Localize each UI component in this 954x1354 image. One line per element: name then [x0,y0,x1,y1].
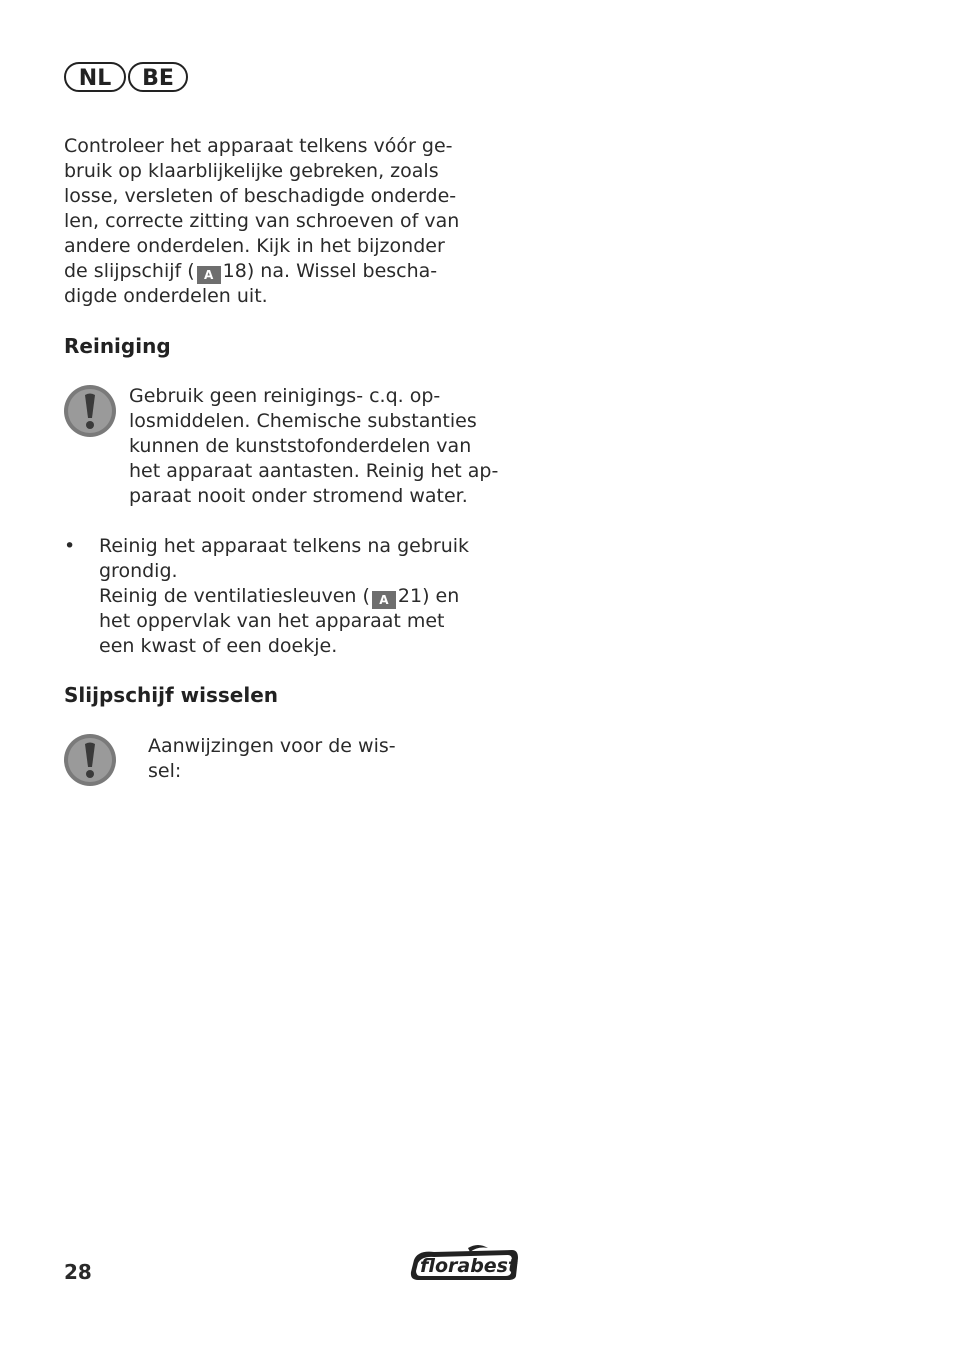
reiniging-bullet-line: een kwast of een doekje. [99,635,338,657]
reiniging-warning-line: kunnen de kunststofonderdelen van [129,435,472,457]
section-heading-reiniging: Reiniging [64,334,171,358]
intro-line: de slijpschijf ( A 18) na. Wissel bescha- [64,260,438,282]
logo-text: florabest [420,1255,518,1277]
notes-title-line: sel: [148,760,182,782]
section-heading-slijpschijf-wisselen: Slijpschijf wisselen [64,683,279,707]
lang-badge-nl: NL [64,62,126,92]
intro-line: Controleer het apparaat telkens vóór ge- [64,135,453,157]
reiniging-bullet-line: grondig. [99,560,178,582]
reiniging-bullet-line: Reinig het apparaat telkens na gebruik [99,535,470,557]
lang-badge-be: BE [128,62,188,92]
warning-exclamation-icon [63,733,117,787]
page-number: 28 [64,1260,92,1284]
intro-line: len, correcte zitting van schroeven of van [64,210,460,232]
intro-line: bruik op klaarblijkelijke gebreken, zoals [64,160,439,182]
warning-exclamation-icon [63,384,117,438]
reiniging-warning-line: paraat nooit onder stromend water. [129,485,468,507]
reiniging-warning-line: losmiddelen. Chemische substanties [129,410,477,432]
notes-title-line: Aanwijzingen voor de wis- [148,735,396,757]
reiniging-warning-line: Gebruik geen reinigings- c.q. op- [129,385,441,407]
bullet-dot: • [64,535,76,557]
intro-line: losse, versleten of beschadigde onderde- [64,185,457,207]
intro-line: andere onderdelen. Kijk in het bijzonder [64,235,445,257]
florabest-logo [408,1244,520,1284]
reiniging-bullet-line: Reinig de ventilatiesleuven ( A 21) en [99,585,460,607]
figure-a-badge: A [372,591,396,609]
figure-a-badge: A [197,266,221,284]
intro-line: digde onderdelen uit. [64,285,268,307]
reiniging-warning-line: het apparaat aantasten. Reinig het ap- [129,460,499,482]
reiniging-bullet-line: het oppervlak van het apparaat met [99,610,445,632]
